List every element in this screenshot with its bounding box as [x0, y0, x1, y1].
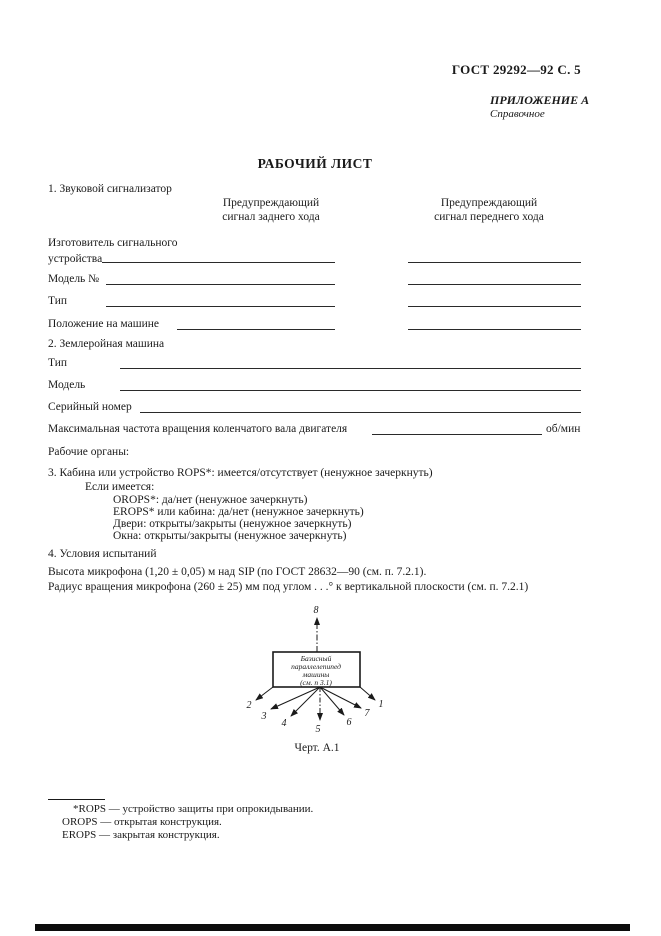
- label-type-signal: Тип: [48, 295, 68, 307]
- footnote-rops: *ROPS — устройство защиты при опрокидывании.: [73, 803, 314, 815]
- ray-7: [320, 687, 361, 708]
- column-header-rear-line1: Предупреждающий: [222, 197, 320, 209]
- figure-label-1: 1: [378, 699, 384, 710]
- label-erops-option: EROPS* или кабина: да/нет (ненужное зачеркнуть): [113, 506, 364, 518]
- box-text-line1: Базисный: [300, 654, 332, 663]
- blank-line-max-rpm: [372, 434, 542, 435]
- box-text-line2: параллелепипед: [291, 662, 341, 671]
- ray-6: [320, 687, 344, 715]
- label-rpm-units: об/мин: [546, 423, 581, 435]
- label-serial-number: Серийный номер: [48, 401, 132, 413]
- blank-line-position-front: [408, 329, 581, 330]
- column-header-front-line2: сигнал переднего хода: [434, 211, 544, 223]
- figure-caption: Черт. А.1: [294, 742, 340, 754]
- section2-heading: 2. Землеройная машина: [48, 338, 165, 350]
- figure-label-8: 8: [313, 605, 319, 616]
- label-orops-option: OROPS*: да/нет (ненужное зачеркнуть): [113, 494, 308, 506]
- figure-label-5: 5: [315, 724, 321, 735]
- box-text-line3: машины: [302, 670, 330, 679]
- ray-1: [360, 687, 375, 700]
- blank-line-manufacturer-front: [408, 262, 581, 263]
- ray-2: [256, 687, 273, 700]
- label-mic-radius: Радиус вращения микрофона (260 ± 25) мм под углом . . .° к вертикальной плоскости (см. п. 7.2.1): [48, 581, 529, 593]
- figure-label-4: 4: [281, 718, 287, 729]
- ray-3: [271, 687, 320, 709]
- section3-heading: 3. Кабина или устройство ROPS*: имеется/отсутствует (ненужное зачеркнуть): [48, 467, 433, 479]
- label-mic-height: Высота микрофона (1,20 ± 0,05) м над SIP (по ГОСТ 28632—90 (см. п. 7.2.1).: [48, 566, 427, 578]
- figure-label-2: 2: [246, 700, 252, 711]
- footnote-orops: OROPS — открытая конструкция.: [62, 816, 222, 828]
- blank-line-machine-model: [120, 390, 581, 391]
- label-doors-option: Двери: открыты/закрыты (ненужное зачеркнуть): [113, 518, 352, 530]
- label-machine-model: Модель: [48, 379, 86, 391]
- figure-label-3: 3: [261, 711, 267, 722]
- footnote-erops: EROPS — закрытая конструкция.: [62, 829, 220, 841]
- label-position: Положение на машине: [48, 318, 159, 330]
- blank-line-model-front: [408, 284, 581, 285]
- blank-line-model-rear: [106, 284, 335, 285]
- figure-label-6: 6: [346, 717, 352, 728]
- annex-subtitle: Справочное: [490, 108, 545, 120]
- box-text-line4: (см. п 3.1): [300, 678, 332, 687]
- label-windows-option: Окна: открыты/закрыты (ненужное зачеркнуть): [113, 530, 347, 542]
- blank-line-manufacturer-rear: [102, 262, 335, 263]
- footnote-rule: [48, 799, 105, 800]
- column-header-rear: [196, 196, 346, 224]
- column-header-rear-line2: сигнал заднего хода: [222, 211, 320, 223]
- label-manufacturer-line2: устройства: [48, 253, 103, 265]
- label-if-present: Если имеется:: [85, 481, 155, 493]
- column-header-front-line1: Предупреждающий: [440, 197, 538, 209]
- section1-heading: 1. Звуковой сигнализатор: [48, 183, 172, 195]
- blank-line-position-rear: [177, 329, 335, 330]
- blank-line-machine-type: [120, 368, 581, 369]
- label-manufacturer-line1: Изготовитель сигнального: [48, 237, 178, 249]
- label-machine-type: Тип: [48, 357, 68, 369]
- ray-4: [291, 687, 320, 716]
- label-max-rpm: Максимальная частота вращения коленчатого вала двигателя: [48, 423, 348, 435]
- figure-a1-diagram: [225, 598, 415, 740]
- section4-heading: 4. Условия испытаний: [48, 548, 157, 560]
- column-header-front: [414, 196, 564, 224]
- annex-title: ПРИЛОЖЕНИЕ А: [490, 93, 590, 107]
- label-working-bodies: Рабочие органы:: [48, 446, 130, 458]
- figure-label-7: 7: [364, 708, 370, 719]
- page-title: РАБОЧИЙ ЛИСТ: [257, 156, 373, 171]
- scan-artifact-bar: [35, 924, 630, 931]
- page-header-gost: ГОСТ 29292—92 С. 5: [451, 62, 581, 77]
- blank-line-serial-number: [140, 412, 581, 413]
- blank-line-type-rear: [106, 306, 335, 307]
- blank-line-type-front: [408, 306, 581, 307]
- label-model-no: Модель №: [48, 273, 100, 285]
